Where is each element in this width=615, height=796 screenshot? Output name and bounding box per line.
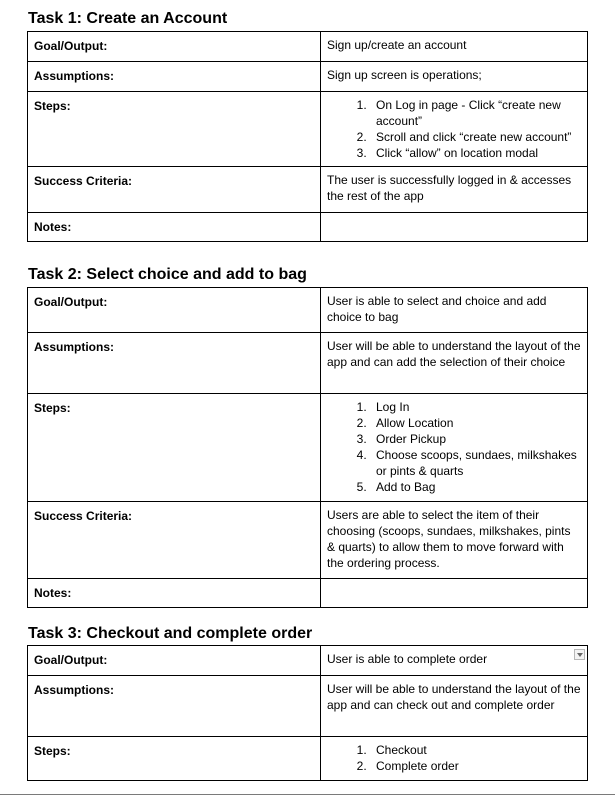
assumptions-value[interactable]: Sign up screen is operations; (321, 62, 588, 92)
success-label: Success Criteria: (28, 167, 321, 213)
list-item: 5. Add to Bag (370, 479, 581, 495)
chevron-down-icon[interactable] (574, 649, 585, 660)
table-row (28, 288, 588, 333)
notes-value[interactable] (321, 213, 588, 242)
goal-text: User is able to complete order (327, 652, 488, 666)
table-row (28, 737, 588, 781)
notes-label: Notes: (28, 579, 321, 608)
success-label: Success Criteria: (28, 502, 321, 579)
page-divider (0, 794, 615, 795)
steps-value[interactable] (321, 92, 588, 167)
list-item: 1. Checkout (370, 742, 581, 758)
success-value[interactable]: The user is successfully logged in & accesses the rest of the app (321, 167, 588, 213)
list-item: 4. Choose scoops, sundaes, milkshakes or pints & quarts (370, 447, 581, 479)
steps-label: Steps: (28, 394, 321, 502)
assumptions-value[interactable]: User will be able to understand the layout of the app and can check out and complete order (321, 676, 588, 737)
table-row (28, 676, 588, 737)
table-row (28, 32, 588, 62)
steps-list (327, 742, 581, 774)
assumptions-label: Assumptions: (28, 333, 321, 394)
task-3-title: Task 3: Checkout and complete order (28, 625, 313, 642)
task-3-table (27, 645, 588, 781)
goal-value[interactable]: User is able to select and choice and add choice to bag (321, 288, 588, 333)
assumptions-label: Assumptions: (28, 62, 321, 92)
task-1-title: Task 1: Create an Account (28, 10, 228, 27)
list-item: 2. Allow Location (370, 415, 581, 431)
task-1-table (27, 31, 588, 242)
steps-label: Steps: (28, 92, 321, 167)
list-item: 2. Complete order (370, 758, 581, 774)
task-2-title: Task 2: Select choice and add to bag (28, 266, 307, 283)
list-item: 1. Log In (370, 399, 581, 415)
table-row (28, 333, 588, 394)
table-row (28, 92, 588, 167)
steps-value[interactable] (321, 394, 588, 502)
list-item: 2. Scroll and click “create new account” (370, 129, 581, 145)
table-row (28, 62, 588, 92)
table-row (28, 394, 588, 502)
table-row (28, 502, 588, 579)
list-item: 1. On Log in page - Click “create new account” (370, 97, 581, 129)
steps-list (327, 399, 581, 495)
goal-value[interactable]: Sign up/create an account (321, 32, 588, 62)
notes-label: Notes: (28, 213, 321, 242)
table-row (28, 213, 588, 242)
list-item: 3. Order Pickup (370, 431, 581, 447)
table-row (28, 646, 588, 676)
goal-label: Goal/Output: (28, 32, 321, 62)
list-item: 3. Click “allow” on location modal (370, 145, 581, 161)
goal-value[interactable] (321, 646, 588, 676)
assumptions-label: Assumptions: (28, 676, 321, 737)
assumptions-value[interactable]: User will be able to understand the layout of the app and can add the selection of their choice (321, 333, 588, 394)
notes-value[interactable] (321, 579, 588, 608)
task-2-table (27, 287, 588, 608)
goal-label: Goal/Output: (28, 288, 321, 333)
success-value[interactable]: Users are able to select the item of their choosing (scoops, sundaes, milkshakes, pints & quarts) to allow them to move forward with the ordering process. (321, 502, 588, 579)
steps-label: Steps: (28, 737, 321, 781)
goal-label: Goal/Output: (28, 646, 321, 676)
steps-list (327, 97, 581, 161)
steps-value[interactable] (321, 737, 588, 781)
table-row (28, 579, 588, 608)
table-row (28, 167, 588, 213)
